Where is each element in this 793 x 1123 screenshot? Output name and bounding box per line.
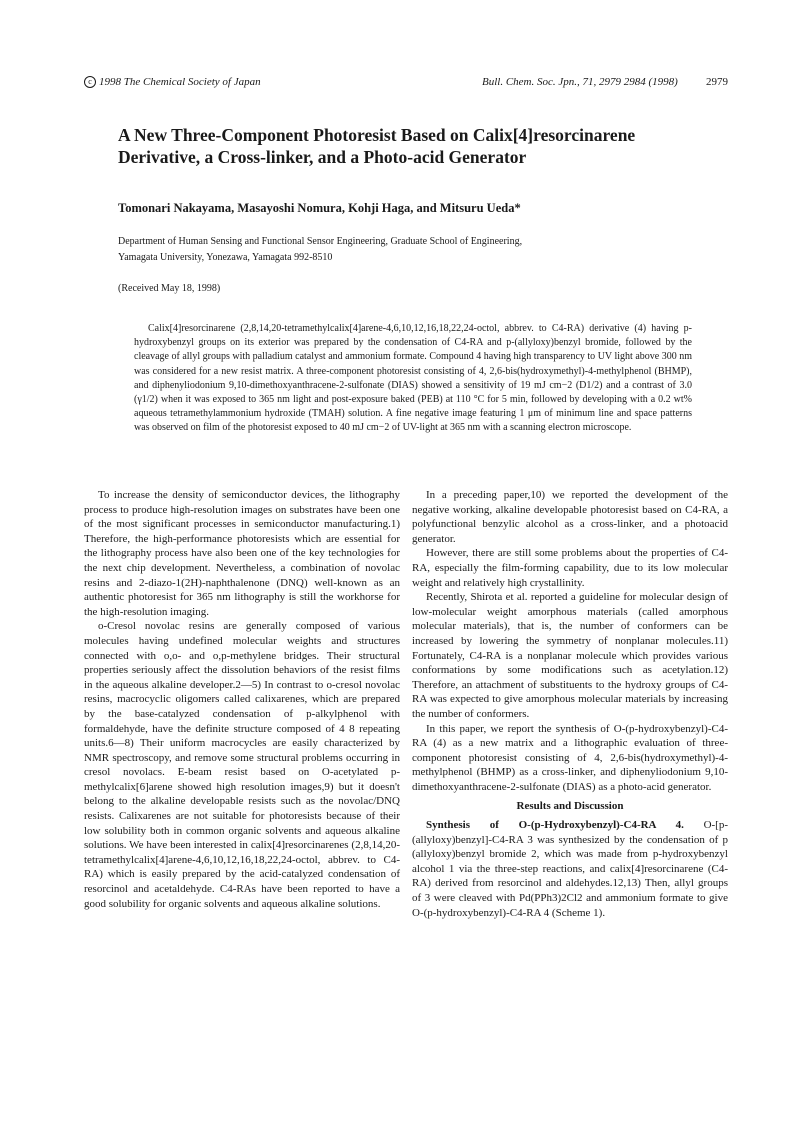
- subsection-paragraph: [412, 818, 728, 920]
- received-date: (Received May 18, 1998): [118, 283, 221, 294]
- right-column: [412, 488, 728, 920]
- affiliation-line: Yamagata University, Yonezawa, Yamagata 992-8510: [118, 252, 333, 263]
- title-line: A New Three-Component Photoresist Based on Calix[4]resorcinarene: [118, 125, 636, 145]
- copyright-icon: c: [84, 76, 96, 88]
- author-list: Tomonari Nakayama, Masayoshi Nomura, Kohji Haga, and Mitsuru Ueda*: [118, 201, 521, 215]
- title-line: Derivative, a Cross-linker, and a Photo-acid Generator: [118, 147, 527, 167]
- subsection-text: O-[p-(allyloxy)benzyl]-C4-RA 3 was synthesized by the condensation of p (allyloxy)benzyl bromide 2, which was made from p-hydroxybenzyl alcohol 1 via the three-step reactions, and calix[4]resorcinarene (C4-RA) derived from resorcinol and aldehydes.12,13) Then, allyl groups of 3 were cleaved with Pd(PPh3)2Cl2 and ammonium formate to give O-(p-hydroxybenzyl)-C4-RA 4 (Scheme 1).: [412, 819, 728, 919]
- left-column: [84, 488, 400, 911]
- copyright-text: 1998 The Chemical Society of Japan: [99, 76, 261, 88]
- body-paragraph: However, there are still some problems about the properties of C4-RA, especially the film-forming capability, due to its low molecular weight and relatively high crystallinity.: [412, 547, 728, 589]
- body-paragraph: o-Cresol novolac resins are generally composed of various molecules having undefined molecular weights and structures connected with o,o- and o,p-methylene bridges. Their structural properties seriously affect the dissolution behaviors of the resist films in the aqueous alkaline developer.2—5) In contrast to o-cresol novolac resins, macrocyclic oligomers called calixarenes, which are prepared by the base-catalyzed condensation of p-alkylphenol with formaldehyde, have the definite structure composed of 4 8 repeating units.6—8) Their uniform macrocycles are easily characterized by NMR spectroscopy, and remove some structural problems occurring in cresol novolacs. E-beam resist based on O-acetylated p-methylcalix[6]arene showed high resolution images,9) but it doesn't belong to the alkaline developable resists such as the novolac/DNQ resists. Calixarenes are not suitable for photoresists because of their low solubility both in common organic solvents and aqueous alkaline solutions. We have been interested in calix[4]resorcinarenes (2,8,14,20-tetramethylcalix[4]arene-4,6,10,12,16,18,22,24-octol, abbrev. to C4-RA) which is easily prepared by the acid-catalyzed condensation of resorcinol and acetaldehyde. C4-RAs have been reported to have a good solubility for organic solvents and aqueous alkaline solutions.: [84, 620, 400, 910]
- body-paragraph: In this paper, we report the synthesis of O-(p-hydroxybenzyl)-C4-RA (4) as a new matrix and a lithographic evaluation of three-component photoresist consisting of 4, 2,6-bis(hydroxymethyl)-4-methylphenol (BHMP) as a cross-linker, and diphenyliodonium 9,10-dimethoxyanthracene-2-sulfonate (DIAS) as a photo-acid generator.: [412, 722, 728, 793]
- affiliation: [118, 234, 618, 266]
- journal-citation: Bull. Chem. Soc. Jpn., 71, 2979 2984 (1998): [482, 76, 678, 88]
- abstract: Calix[4]resorcinarene (2,8,14,20-tetramethylcalix[4]arene-4,6,10,12,16,18,22,24-octol, abbrev. to C4-RA) derivative (4) having p-hydroxybenzyl groups on its exterior was prepared by the condensation of C4-RA and p-(allyloxy)benzyl bromide, followed by the cleavage of allyl groups with palladium catalyst and ammonium formate. Compound 4 having high transparency to UV light above 300 nm was considered for a new resist matrix. A three-component photoresist consisting of 4, 2,6-bis(hydroxymethyl)-4-methylphenol (BHMP), and diphenyliodonium 9,10-dimethoxyanthracene-2-sulfonate (DIAS) showed a sensitivity of 19 mJ cm−2 (D1/2) and a contrast of 3.0 (γ1/2) when it was exposed to 365 nm light and post-exposure baked (PEB) at 110 °C for 5 min, followed by developing with a 0.2 wt% aqueous tetramethylammonium hydroxide (TMAH) solution. A fine negative image featuring 1 μm of minimum line and space patterns was observed on film of the photoresist exposed to 40 mJ cm−2 of UV-light at 365 nm with a scanning electron microscope.: [134, 323, 692, 434]
- copyright-line: [84, 76, 261, 88]
- body-paragraph: In a preceding paper,10) we reported the development of the negative working, alkaline developable photoresist based on C4-RA, a polyfunctional benzylic alcohol as a cross-linker, and a photoacid generator.: [412, 489, 728, 545]
- body-paragraph: Recently, Shirota et al. reported a guideline for molecular design of low-molecular weight amorphous materials (called amorphous molecular materials), that is, the number of conformers can be increased by lowering the symmetry of nonplanar molecules.11) Fortunately, C4-RA is a nonplanar molecule which provides various conformations by some modifications such as acetylation.12) Therefore, an attachment of substituents to the hydroxy groups of C4-RA was expected to give amorphous molecular materials by increasing the number of conformers.: [412, 591, 728, 720]
- article-title: [118, 124, 718, 168]
- page-number: 2979: [706, 76, 728, 88]
- affiliation-line: Department of Human Sensing and Functional Sensor Engineering, Graduate School of Engineering,: [118, 236, 523, 247]
- body-paragraph: To increase the density of semiconductor devices, the lithography process to produce high-resolution images on substrates have been one of the most significant processes in semiconductor manufacturing.1) Therefore, the high-performance photoresists which are essential for the lithography process have also been one of the key technologies for the next chip development. Nevertheless, a combination of novolac resins and 2-diazo-1(2H)-naphthalenone (DNQ) well-known as an authentic photoresist for 365 nm lithography is still the workhorse for the high-resolution imaging.: [84, 489, 400, 618]
- subsection-heading: Synthesis of O-(p-Hydroxybenzyl)-C4-RA 4.: [426, 819, 684, 832]
- section-heading: Results and Discussion: [516, 800, 624, 813]
